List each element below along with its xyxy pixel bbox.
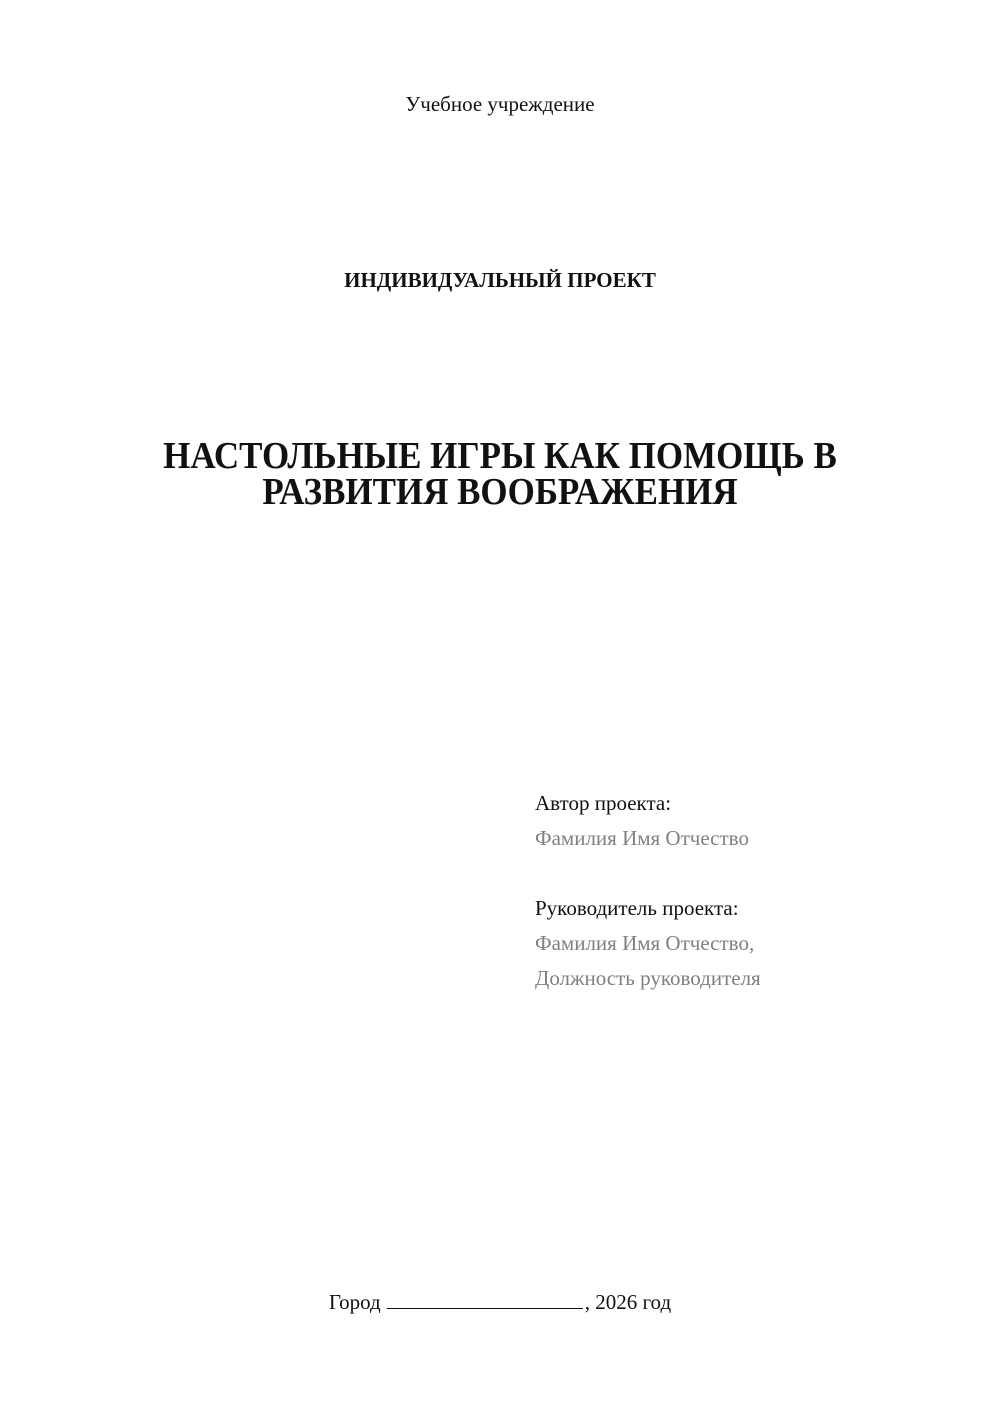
project-title [40, 435, 960, 513]
institution-name: Учебное учреждение [405, 92, 595, 116]
project-type-heading: ИНДИВИДУАЛЬНЫЙ ПРОЕКТ [344, 268, 656, 292]
supervisor-position-placeholder: Должность руководителя [535, 966, 761, 990]
author-name-placeholder: Фамилия Имя Отчество [535, 826, 749, 850]
supervisor-block [535, 891, 955, 996]
city-blank-line [387, 1288, 583, 1309]
supervisor-label: Руководитель проекта: [535, 896, 739, 920]
supervisor-name-placeholder: Фамилия Имя Отчество, [535, 931, 755, 955]
year-text: , 2026 год [584, 1290, 672, 1314]
city-year-footer [0, 1288, 1000, 1315]
city-label: Город [328, 1290, 381, 1314]
project-title-line-2: РАЗВИТИЯ ВООБРАЖЕНИЯ [262, 471, 738, 513]
author-block [535, 786, 955, 856]
project-title-line-1: НАСТОЛЬНЫЕ ИГРЫ КАК ПОМОЩЬ В [163, 435, 837, 477]
author-label: Автор проекта: [535, 791, 672, 815]
